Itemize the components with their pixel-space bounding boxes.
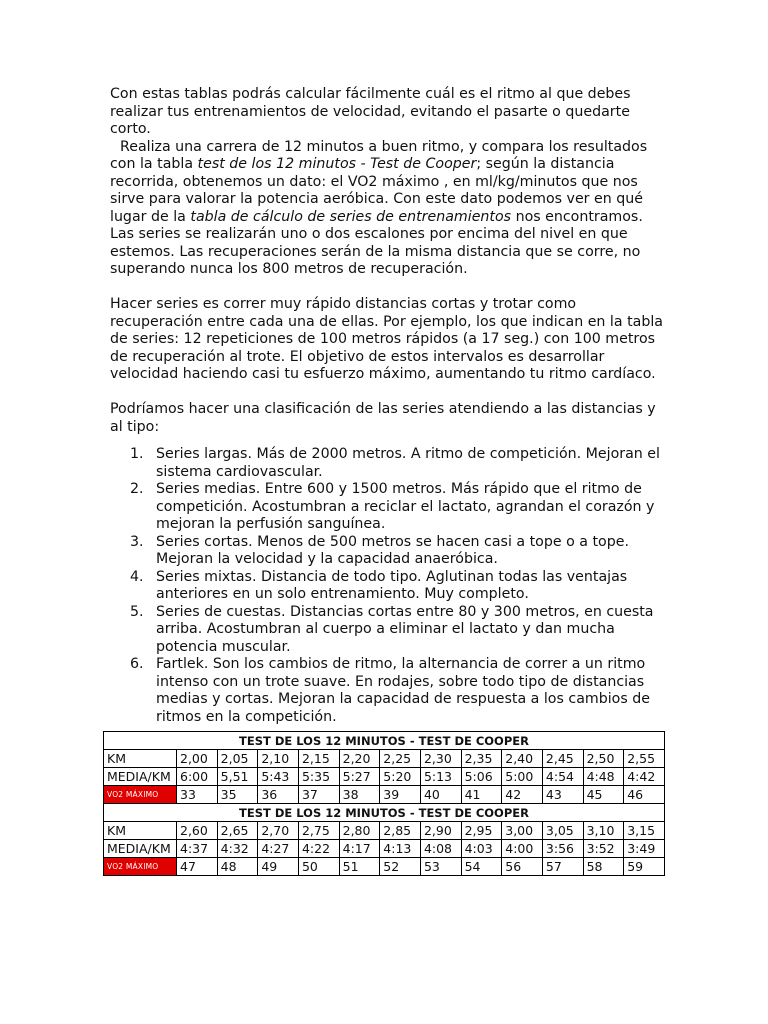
table-cell: 43 (542, 786, 583, 804)
table-cell: 42 (502, 786, 543, 804)
table-cell: 3,00 (502, 822, 543, 840)
table-cell: 4:00 (502, 840, 543, 858)
cooper-intro: Realiza una carrera de 12 minutos a buen ritmo, y compara los resultados con la tabla test de los 12 minutos - Test de Cooper; según la distancia recorrida, obtenemos un dato: el VO2 máximo , en ml/kg/minutos que nos sirve para valorar la potencia aeróbica. Con este dato podemos ver en qué lugar de la tabla de cálculo de series de entrenamientos nos encontramos. Las series se realizarán uno o dos escalones por encima del nivel en que estemos. Las recuperaciones serán de la misma distancia que se corre, no superando nunca los 800 metros de recuperación. (110, 138, 648, 277)
table-cell: 4:03 (461, 840, 502, 858)
series-definition-paragraph: Hacer series es correr muy rápido distancias cortas y trotar como recuperación entre cada una de ellas. Por ejemplo, los que indican en la tabla de series: 12 repeticiones de 100 metros rápidos (a 17 seg.) con 100 metros de recuperación al trote. El objetivo de estos intervalos es desarrollar velocidad haciendo casi tu esfuerzo máximo, aumentando tu ritmo cardíaco. (110, 296, 663, 382)
table-cell: 2,95 (461, 822, 502, 840)
table-cell: 2,20 (339, 750, 380, 768)
list-item: 6. Fartlek. Son los cambios de ritmo, la alternancia de correr a un ritmo intenso con un trote suave. En rodajes, sobre todo tipo de distancias medias y cortas. Mejoran la capacidad de respuesta a los cambios de ritmos en la competición. (130, 656, 650, 725)
table-cell: 38 (339, 786, 380, 804)
table-cell: 3:56 (542, 840, 583, 858)
table-cell: 5:20 (380, 768, 421, 786)
table-cell: 4:54 (542, 768, 583, 786)
table-cell: 2,55 (624, 750, 665, 768)
table-cell: 59 (624, 858, 665, 876)
table-cell: 40 (420, 786, 461, 804)
table-cell: 56 (502, 858, 543, 876)
table-cell: 2,15 (298, 750, 339, 768)
table-cell: 2,70 (258, 822, 299, 840)
table-cell: 4:32 (217, 840, 258, 858)
table-cell: 2,00 (177, 750, 218, 768)
vo2-row (104, 858, 665, 876)
table-cell: 5:27 (339, 768, 380, 786)
series-table-link-text: tabla de cálculo de series de entrenamientos (190, 208, 512, 225)
table-title: TEST DE LOS 12 MINUTOS - TEST DE COOPER (104, 732, 665, 750)
table-cell: 2,60 (177, 822, 218, 840)
media-row (104, 840, 665, 858)
table-cell: 47 (177, 858, 218, 876)
cooper-table-link-text: test de los 12 minutos - Test de Cooper (197, 156, 477, 172)
list-item: 1. Series largas. Más de 2000 metros. A ritmo de competición. Mejoran el sistema cardiovascular. (130, 446, 660, 480)
vo2-row (104, 786, 665, 804)
media-row-label: MEDIA/KM (104, 840, 177, 858)
table-cell: 52 (380, 858, 421, 876)
table-title: TEST DE LOS 12 MINUTOS - TEST DE COOPER (104, 804, 665, 822)
list-item: 3. Series cortas. Menos de 500 metros se hacen casi a tope o a tope. Mejoran la velocidad y la capacidad anaeróbica. (130, 533, 629, 567)
table-cell: 2,45 (542, 750, 583, 768)
table-cell: 2,25 (380, 750, 421, 768)
document-body (110, 86, 670, 726)
table-cell: 2,35 (461, 750, 502, 768)
km-row (104, 750, 665, 768)
table-cell: 5:35 (298, 768, 339, 786)
table-cell: 4:48 (583, 768, 624, 786)
table-cell: 4:27 (258, 840, 299, 858)
series-types-list (110, 446, 670, 726)
table-cell: 5:13 (420, 768, 461, 786)
classification-paragraph: Podríamos hacer una clasificación de las series atendiendo a las distancias y al tipo: (110, 401, 656, 435)
list-item: 2. Series medias. Entre 600 y 1500 metros. Más rápido que el ritmo de competición. Acostumbran a reciclar el lactato, agrandan el corazón y mejoran la perfusión sanguínea. (130, 481, 655, 532)
list-item: 4. Series mixtas. Distancia de todo tipo. Aglutinan todas las ventajas anteriores en un solo entrenamiento. Muy completo. (130, 568, 628, 602)
table-cell: 4:22 (298, 840, 339, 858)
km-row (104, 822, 665, 840)
media-row-label: MEDIA/KM (104, 768, 177, 786)
table-cell: 50 (298, 858, 339, 876)
table-cell: 35 (217, 786, 258, 804)
table-cell: 2,05 (217, 750, 258, 768)
table-title-row (104, 804, 665, 822)
table-cell: 41 (461, 786, 502, 804)
table-cell: 2,90 (420, 822, 461, 840)
table-cell: 57 (542, 858, 583, 876)
km-row-label: KM (104, 822, 177, 840)
table-cell: 5:43 (258, 768, 299, 786)
table-cell: 39 (380, 786, 421, 804)
vo2-row-label: VO2 MÁXIMO (104, 786, 177, 804)
table-cell: 5:00 (502, 768, 543, 786)
table-cell: 6:00 (177, 768, 218, 786)
table-cell: 2,10 (258, 750, 299, 768)
table-cell: 4:13 (380, 840, 421, 858)
table-cell: 48 (217, 858, 258, 876)
table-cell: 36 (258, 786, 299, 804)
table-cell: 37 (298, 786, 339, 804)
table-cell: 5:06 (461, 768, 502, 786)
media-row (104, 768, 665, 786)
table-cell: 4:42 (624, 768, 665, 786)
table-cell: 51 (339, 858, 380, 876)
intro-text: Con estas tablas podrás calcular fácilmente cuál es el ritmo al que debes realizar tus entrenamientos de velocidad, evitando el pasarte o quedarte corto. (110, 86, 631, 137)
table-cell: 2,80 (339, 822, 380, 840)
table-cell: 2,50 (583, 750, 624, 768)
table-cell: 5,51 (217, 768, 258, 786)
vo2-row-label: VO2 MÁXIMO (104, 858, 177, 876)
intro-paragraph (110, 86, 670, 279)
table-cell: 33 (177, 786, 218, 804)
cooper-test-table (103, 731, 665, 876)
table-cell: 2,40 (502, 750, 543, 768)
table-cell: 46 (624, 786, 665, 804)
table-cell: 3,15 (624, 822, 665, 840)
table-cell: 2,85 (380, 822, 421, 840)
table-cell: 2,75 (298, 822, 339, 840)
table-cell: 2,30 (420, 750, 461, 768)
list-item: 5. Series de cuestas. Distancias cortas entre 80 y 300 metros, en cuesta arriba. Acostumbran al cuerpo a eliminar el lactato y dan mucha potencia muscular. (130, 603, 654, 655)
table-cell: 45 (583, 786, 624, 804)
km-row-label: KM (104, 750, 177, 768)
table-cell: 53 (420, 858, 461, 876)
table-cell: 3:49 (624, 840, 665, 858)
table-cell: 3,10 (583, 822, 624, 840)
table-cell: 2,65 (217, 822, 258, 840)
table-cell: 4:17 (339, 840, 380, 858)
table-cell: 49 (258, 858, 299, 876)
table-cell: 58 (583, 858, 624, 876)
table-cell: 4:08 (420, 840, 461, 858)
table-cell: 3:52 (583, 840, 624, 858)
table-cell: 3,05 (542, 822, 583, 840)
table-cell: 54 (461, 858, 502, 876)
table-cell: 4:37 (177, 840, 218, 858)
table-title-row (104, 732, 665, 750)
